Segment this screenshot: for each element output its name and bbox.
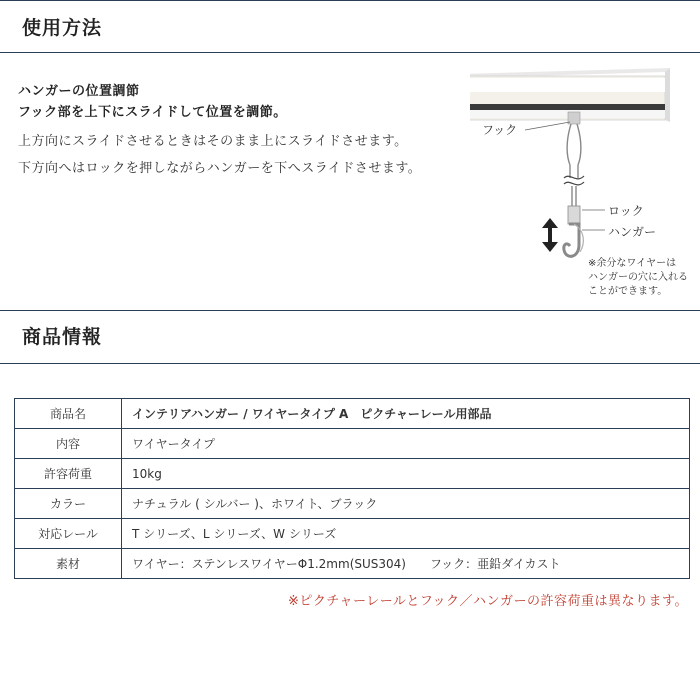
- row-value: T シリーズ、L シリーズ、W シリーズ: [122, 519, 690, 549]
- wire-note-line-2: ハンガーの穴に入れる: [588, 272, 688, 283]
- row-value: 10kg: [122, 459, 690, 489]
- row-value: インテリアハンガー / ワイヤータイプ A ピクチャーレール用部品: [122, 399, 690, 429]
- product-section-title: 商品情報: [22, 326, 103, 348]
- usage-heading-1: ハンガーの位置調節: [18, 84, 140, 99]
- usage-title-rule: [0, 52, 700, 53]
- wire-note-line-1: ※余分なワイヤーは: [588, 258, 677, 269]
- row-label: 内容: [15, 429, 122, 459]
- hanger-illustration: [470, 60, 700, 310]
- usage-line-1: 上方向にスライドさせるときはそのまま上にスライドさせます。: [18, 134, 408, 149]
- row-label: 商品名: [15, 399, 122, 429]
- table-row: [15, 459, 690, 489]
- wire-note: [588, 257, 688, 299]
- row-label: カラー: [15, 489, 122, 519]
- table-row: [15, 399, 690, 429]
- label-lock: ロック: [608, 204, 644, 218]
- row-value: ワイヤー：ステンレスワイヤーΦ1.2mm(SUS304) フック：亜鉛ダイカスト: [122, 549, 690, 579]
- product-top-rule: [0, 310, 700, 311]
- row-label: 素材: [15, 549, 122, 579]
- product-title-rule: [0, 363, 700, 364]
- table-row: [15, 429, 690, 459]
- table-row: [15, 519, 690, 549]
- wire-note-line-3: ことができます。: [588, 286, 668, 297]
- row-value: ワイヤータイプ: [122, 429, 690, 459]
- table-row: [15, 489, 690, 519]
- row-value: ナチュラル ( シルバー )、ホワイト、ブラック: [122, 489, 690, 519]
- usage-line-2: 下方向へはロックを押しながらハンガーを下へスライドさせます。: [18, 161, 422, 176]
- row-label: 対応レール: [15, 519, 122, 549]
- row-label: 許容荷重: [15, 459, 122, 489]
- spec-table: [14, 398, 690, 579]
- table-row: [15, 549, 690, 579]
- usage-heading-2: フック部を上下にスライドして位置を調節。: [18, 105, 287, 120]
- usage-section-title: 使用方法: [22, 17, 103, 39]
- label-hook: フック: [482, 123, 518, 137]
- label-hanger: ハンガー: [608, 225, 657, 239]
- load-capacity-footnote: ※ピクチャーレールとフック／ハンガーの許容荷重は異なります。: [287, 594, 688, 609]
- top-rule: [0, 0, 700, 1]
